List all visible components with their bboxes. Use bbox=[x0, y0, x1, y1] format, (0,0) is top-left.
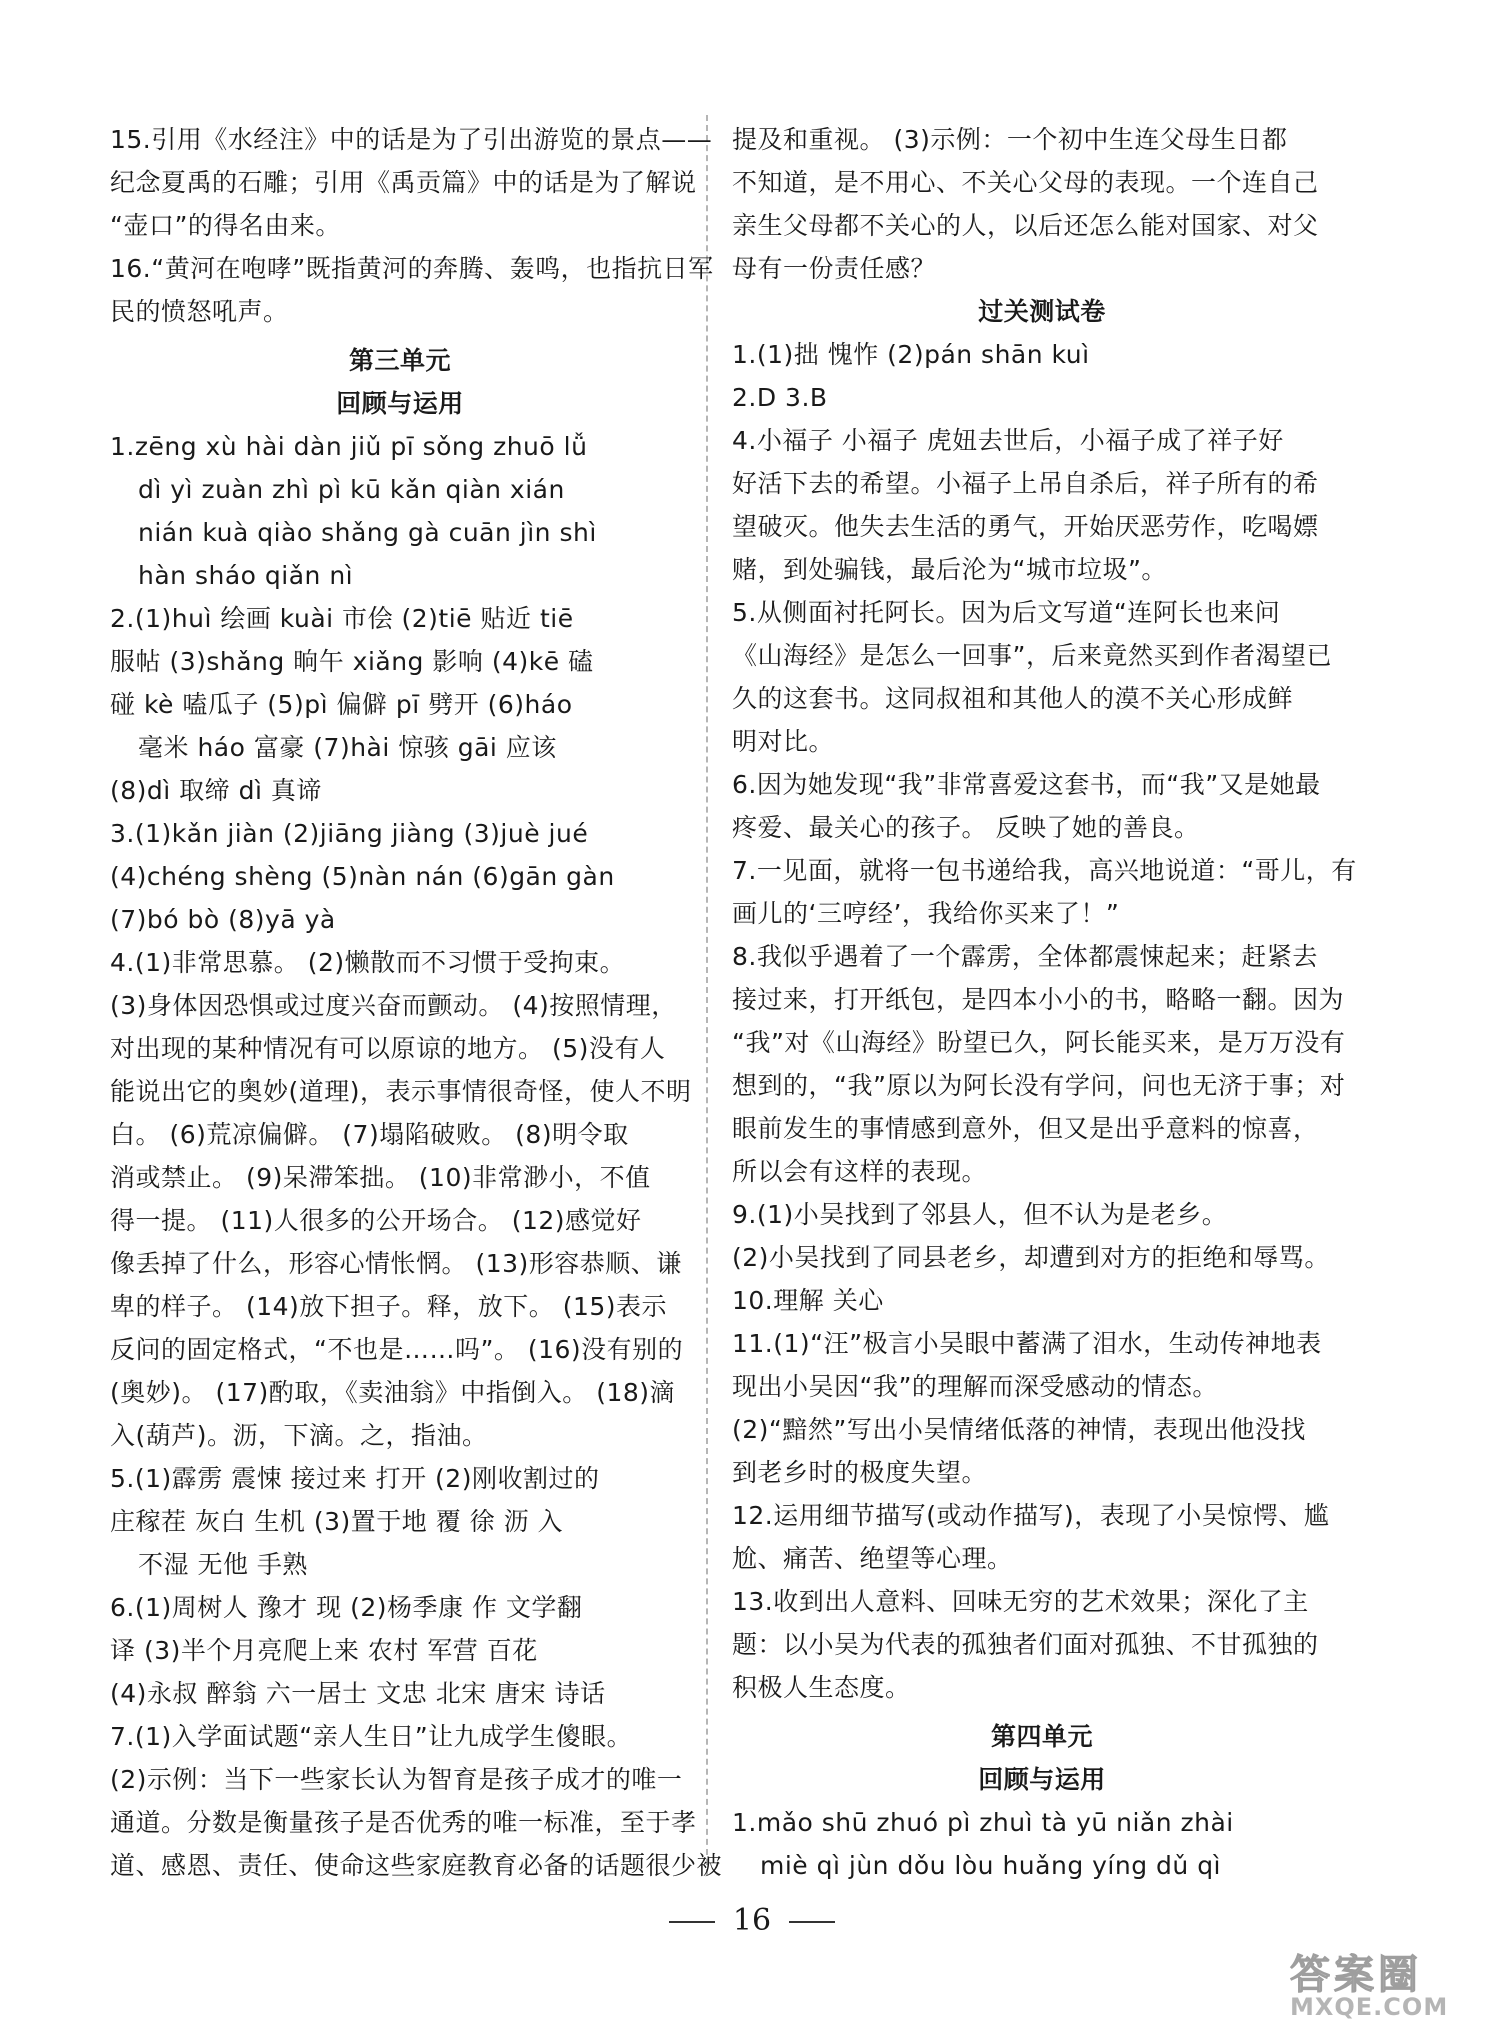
text-line: (7)bó bò (8)yā yà bbox=[110, 905, 336, 934]
text-line: 明对比。 bbox=[732, 727, 835, 756]
text-line: (4)chéng shèng (5)nàn nán (6)gān gàn bbox=[110, 862, 615, 891]
text-line: 望破灭。他失去生活的勇气，开始厌恶劳作，吃喝嫖 bbox=[732, 512, 1319, 541]
text-line: 7.一见面，就将一包书递给我，高兴地说道：“哥儿，有 bbox=[732, 856, 1357, 885]
text-line: 11.(1)“汪”极言小吴眼中蓄满了泪水，生动传神地表 bbox=[732, 1329, 1322, 1358]
text-line: (2)“黯然”写出小吴情绪低落的神情，表现出他没找 bbox=[732, 1415, 1306, 1444]
text-line: 15.引用《水经注》中的话是为了引出游览的景点—— bbox=[110, 125, 713, 154]
text-line: 《山海经》是怎么一回事”，后来竟然买到作者渴望已 bbox=[732, 641, 1332, 670]
text-line: 画儿的‘三哼经’，我给你买来了！” bbox=[732, 899, 1120, 928]
text-line: 久的这套书。这同叔祖和其他人的漠不关心形成鲜 bbox=[732, 684, 1294, 713]
text-line: (4)永叔 醉翁 六一居士 文忠 北宋 唐宋 诗话 bbox=[110, 1679, 606, 1708]
text-line: (2)示例：当下一些家长认为智育是孩子成才的唯一 bbox=[110, 1765, 683, 1794]
text-line: 得一提。 (11)人很多的公开场合。 (12)感觉好 bbox=[110, 1206, 642, 1235]
text-line: 服帖 (3)shǎng 晌午 xiǎng 影响 (4)kē 磕 bbox=[110, 647, 594, 676]
right-block-2 bbox=[732, 333, 1357, 1709]
text-line: 庄稼茬 灰白 生机 (3)置于地 覆 徐 沥 入 bbox=[110, 1507, 564, 1536]
text-line: 13.收到出人意料、回味无穷的艺术效果；深化了主 bbox=[732, 1587, 1309, 1616]
text-line: nián kuà qiào shǎng gà cuān jìn shì bbox=[138, 518, 597, 547]
text-line: 题：以小吴为代表的孤独者们面对孤独、不甘孤独的 bbox=[732, 1630, 1319, 1659]
column-divider bbox=[706, 115, 708, 1875]
text-line: 对出现的某种情况有可以原谅的地方。 (5)没有人 bbox=[110, 1034, 666, 1063]
text-line: (8)dì 取缔 dì 真谛 bbox=[110, 776, 322, 805]
text-line: miè qì jùn dǒu lòu huǎng yíng dǔ qì bbox=[760, 1851, 1222, 1880]
watermark-text: 答案圈 bbox=[1290, 1952, 1422, 1998]
left-block-2 bbox=[110, 425, 723, 1887]
text-line: 民的愤怒吼声。 bbox=[110, 297, 289, 326]
text-line: 碰 kè 嗑瓜子 (5)pì 偏僻 pī 劈开 (6)háo bbox=[110, 690, 573, 719]
unit-title-3: 第三单元 bbox=[348, 346, 451, 375]
text-line: 1.zēng xù hài dàn jiǔ pī sǒng zhuō lǚ bbox=[110, 432, 588, 461]
text-line: 亲生父母都不关心的人，以后还怎么能对国家、对父 bbox=[732, 211, 1319, 240]
text-line: hàn sháo qiǎn nì bbox=[138, 561, 354, 590]
text-line: 1.mǎo shū zhuó pì zhuì tà yū niǎn zhài bbox=[732, 1808, 1234, 1837]
text-line: 9.(1)小吴找到了邻县人，但不认为是老乡。 bbox=[732, 1200, 1228, 1229]
section-title-review: 回顾与运用 bbox=[336, 389, 464, 418]
text-line: (3)身体因恐惧或过度兴奋而颤动。 (4)按照情理， bbox=[110, 991, 677, 1020]
watermark-url: MXQE.COM bbox=[1290, 1993, 1449, 2021]
section-title-test: 过关测试卷 bbox=[978, 297, 1106, 326]
text-line: 6.(1)周树人 豫才 现 (2)杨季康 作 文学翻 bbox=[110, 1593, 583, 1622]
text-line: dì yì zuàn zhì pì kū kǎn qiàn xián bbox=[138, 475, 565, 504]
text-line: 不知道，是不用心、不关心父母的表现。一个连自己 bbox=[732, 168, 1319, 197]
text-line: 纪念夏禹的石雕；引用《禹贡篇》中的话是为了解说 bbox=[110, 168, 697, 197]
text-line: 白。 (6)荒凉偏僻。 (7)塌陷破败。 (8)明令取 bbox=[110, 1120, 629, 1149]
right-block-1 bbox=[732, 118, 1352, 290]
text-line: 5.(1)霹雳 震悚 接过来 打开 (2)刚收割过的 bbox=[110, 1464, 600, 1493]
text-line: 到老乡时的极度失望。 bbox=[732, 1458, 988, 1487]
text-line: 尬、痛苦、绝望等心理。 bbox=[732, 1544, 1013, 1573]
unit-title-4: 第四单元 bbox=[990, 1722, 1093, 1751]
text-line: 积极人生态度。 bbox=[732, 1673, 911, 1702]
text-line: “我”对《山海经》盼望已久，阿长能买来，是万万没有 bbox=[732, 1028, 1346, 1057]
text-line: (2)小吴找到了同县老乡，却遭到对方的拒绝和辱骂。 bbox=[732, 1243, 1330, 1272]
text-line: 想到的，“我”原以为阿长没有学问，问也无济于事；对 bbox=[732, 1071, 1346, 1100]
text-line: (奥妙)。 (17)酌取，《卖油翁》中指倒入。 (18)滴 bbox=[110, 1378, 676, 1407]
left-block-1 bbox=[110, 118, 714, 333]
text-line: 母有一份责任感？ bbox=[732, 254, 937, 283]
text-line: 不湿 无他 手熟 bbox=[138, 1550, 308, 1579]
text-line: 7.(1)入学面试题“亲人生日”让九成学生傻眼。 bbox=[110, 1722, 633, 1751]
text-line: 消或禁止。 (9)呆滞笨拙。 (10)非常渺小，不值 bbox=[110, 1163, 651, 1192]
text-line: 现出小吴因“我”的理解而深受感动的情态。 bbox=[732, 1372, 1218, 1401]
text-line: 6.因为她发现“我”非常喜爱这套书，而“我”又是她最 bbox=[732, 770, 1321, 799]
text-line: 12.运用细节描写(或动作描写)，表现了小吴惊愕、尴 bbox=[732, 1501, 1330, 1530]
footer-dash-right bbox=[789, 1921, 835, 1923]
text-line: 提及和重视。 (3)示例：一个初中生连父母生日都 bbox=[732, 125, 1288, 154]
page-number: 16 bbox=[732, 1903, 772, 1938]
text-line: 通道。分数是衡量孩子是否优秀的唯一标准，至于孝 bbox=[110, 1808, 697, 1837]
text-line: 2.D 3.B bbox=[732, 383, 828, 412]
text-line: 接过来，打开纸包，是四本小小的书，略略一翻。因为 bbox=[732, 985, 1345, 1014]
text-line: 1.(1)拙 愧怍 (2)pán shān kuì bbox=[732, 340, 1090, 369]
text-line: 所以会有这样的表现。 bbox=[732, 1157, 988, 1186]
text-line: 好活下去的希望。小福子上吊自杀后，祥子所有的希 bbox=[732, 469, 1319, 498]
text-line: 3.(1)kǎn jiàn (2)jiāng jiàng (3)juè jué bbox=[110, 819, 589, 848]
page-footer bbox=[0, 1903, 1504, 1938]
text-line: 卑的样子。 (14)放下担子。释，放下。 (15)表示 bbox=[110, 1292, 668, 1321]
text-line: 道、感恩、责任、使命这些家庭教育必备的话题很少被 bbox=[110, 1851, 723, 1880]
text-line: “壶口”的得名由来。 bbox=[110, 211, 341, 240]
text-line: 译 (3)半个月亮爬上来 农村 军营 百花 bbox=[110, 1636, 538, 1665]
footer-dash-left bbox=[669, 1921, 715, 1923]
text-line: 5.从侧面衬托阿长。因为后文写道“连阿长也来问 bbox=[732, 598, 1281, 627]
text-line: 像丢掉了什么，形容心情怅惘。 (13)形容恭顺、谦 bbox=[110, 1249, 682, 1278]
text-line: 入(葫芦)。沥，下滴。之，指油。 bbox=[110, 1421, 488, 1450]
section-title-review-2: 回顾与运用 bbox=[978, 1765, 1106, 1794]
text-line: 16.“黄河在咆哮”既指黄河的奔腾、轰鸣，也指抗日军 bbox=[110, 254, 714, 283]
left-column bbox=[110, 118, 723, 1887]
text-line: 反问的固定格式，“不也是……吗”。 (16)没有别的 bbox=[110, 1335, 684, 1364]
watermark-logo bbox=[1290, 1954, 1480, 2020]
text-line: 4.小福子 小福子 虎妞去世后，小福子成了祥子好 bbox=[732, 426, 1284, 455]
text-line: 2.(1)huì 绘画 kuài 市侩 (2)tiē 贴近 tiē bbox=[110, 604, 574, 633]
text-line: 10.理解 关心 bbox=[732, 1286, 884, 1315]
text-line: 8.我似乎遇着了一个霹雳，全体都震悚起来；赶紧去 bbox=[732, 942, 1318, 971]
text-line: 赌，到处骗钱，最后沦为“城市垃圾”。 bbox=[732, 555, 1167, 584]
text-line: 毫米 háo 富豪 (7)hài 惊骇 gāi 应该 bbox=[138, 733, 557, 762]
right-block-3 bbox=[732, 1801, 1352, 1887]
text-line: 疼爱、最关心的孩子。 反映了她的善良。 bbox=[732, 813, 1200, 842]
text-line: 眼前发生的事情感到意外，但又是出乎意料的惊喜， bbox=[732, 1114, 1319, 1143]
text-line: 4.(1)非常思慕。 (2)懒散而不习惯于受拘束。 bbox=[110, 948, 626, 977]
right-column bbox=[732, 118, 1357, 1887]
text-line: 能说出它的奥妙(道理)，表示事情很奇怪，使人不明 bbox=[110, 1077, 692, 1106]
